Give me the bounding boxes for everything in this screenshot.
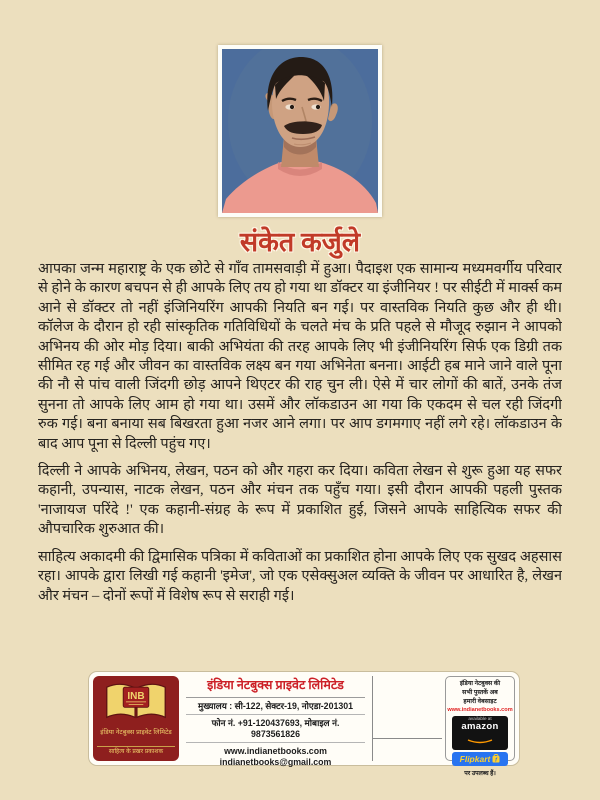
author-bio: [38, 260, 562, 666]
svg-text:INB: INB: [127, 691, 145, 703]
publisher-info: [182, 676, 369, 767]
publisher-website-url: www.indianetbooks.com: [447, 707, 513, 714]
availability-box: [445, 676, 515, 777]
publisher-company-name: इंडिया नेटबुक्स प्राइवेट लिमिटेड: [186, 677, 365, 698]
amazon-logo: [452, 716, 508, 749]
author-portrait-illustration: [222, 49, 378, 213]
bio-paragraph: साहित्य अकादमी की द्विमासिक पत्रिका में कविताओं का प्रकाशित होना आपके लिए एक सुखद अहसास रहा। आपके द्वारा लिखी गई कहानी 'इमेज', जो एक एसेक्सुअल व्यक्ति के जीवन पर आधारित है, लेखन और मंचन – दोनों रूपों में विशेष रूप से सराही गई।: [38, 548, 562, 604]
blank-box-lower: [373, 739, 442, 761]
author-name: संकेत कर्जुले: [239, 227, 361, 257]
publisher-phones: फोन नं. +91-120437693, मोबाइल नं. 9873561826: [186, 715, 365, 743]
amazon-wordmark: amazon: [461, 721, 499, 733]
availability-line: हमारी वेबसाइट: [463, 698, 497, 706]
amazon-available-at-label: available at: [468, 716, 492, 722]
author-photo: [218, 45, 382, 217]
publisher-logo-name: इंडिया नेटबुक्स प्राइवेट लिमिटेड: [100, 729, 172, 737]
availability-line: सभी पुस्तकें अब: [462, 689, 498, 697]
publisher-web-email: www.indianetbooks.com indianetbooks@gmail.com: [219, 746, 332, 767]
availability-closing: पर उपलब्ध हैं।: [464, 769, 496, 777]
flipkart-bag-icon: [492, 754, 500, 763]
publisher-address: मुख्यालय : सी-122, सेक्टर-19, नोएडा-201301: [186, 698, 365, 716]
publisher-logo-tagline: साहित्य के प्रखर प्रकाशक: [97, 746, 175, 757]
inb-book-logo-icon: [103, 679, 169, 721]
publisher-logo: [93, 676, 179, 761]
amazon-smile-icon: [467, 739, 493, 744]
publisher-strip: [88, 671, 520, 777]
publisher-blank-box: [372, 676, 442, 761]
availability-line: इंडिया नेटबुक्स की: [459, 680, 501, 687]
blank-box-upper: [373, 676, 442, 739]
svg-text:f: f: [495, 757, 498, 764]
flipkart-wordmark: Flipkart: [459, 753, 491, 764]
bio-paragraph: आपका जन्म महाराष्ट्र के एक छोटे से गाँव तामसवाड़ी में हुआ। पैदाइश एक सामान्य मध्यमवर्गीय परिवार से होने के कारण बचपन से ही आपके लिए तय हो गया था डॉक्टर या इंजीनियर ! पर सीईटी में मार्क्स कम आने से डॉक्टर तो नहीं इंजिनियरिंग आपकी नियति बन गई। पर वास्तविक नियति कुछ और ही थी। कॉलेज के दौरान हो रही सांस्कृतिक गतिविधियों के चलते मंच के प्रति पहले से मौजूद रुझान ने आपको अभिनय की ओर मोड़ दिया। बाकी अभियंता की तरह आपके लिए भी इंजीनियरिंग सिर्फ एक डिग्री तक सीमित रह गई और जीवन का वास्तविक लक्ष्य बन गया अभिनेता बनना। आईटी हब माने जाने वाले पूना की नौ से पांच वाली जिंदगी छोड़ आपने थिएटर की राह चुन ली। ऐसे में चार लोगों की बातें, उनके तंज सुनना तो आपके लिए आम हो गया था। उसमें और लॉकडाउन आ गया कि एकदम से चल रही जिंदगी रुक गई। बना बनाया सब बिखरता हुआ नजर आने लगा। पर आप डगमगाए नहीं लगे रहे। लॉकडाउन के बाद आप पूना से दिल्ली पहुंच गए।: [38, 261, 562, 452]
flipkart-logo: [452, 752, 508, 766]
bio-paragraph: दिल्ली ने आपके अभिनय, लेखन, पठन को और गहरा कर दिया। कविता लेखन से शुरू हुआ यह सफर कहानी, उपन्यास, नाटक लेखन, पठन और मंचन तक पहुँच गया। इसी दौरान आपकी पहली पुस्तक 'नाजायज परिंदे !' एक कहानी-संग्रह के रूप में प्रकाशित हुई, जिसने आपके साहित्यिक सफर की औपचारिक शुरुआत की।: [38, 463, 562, 538]
